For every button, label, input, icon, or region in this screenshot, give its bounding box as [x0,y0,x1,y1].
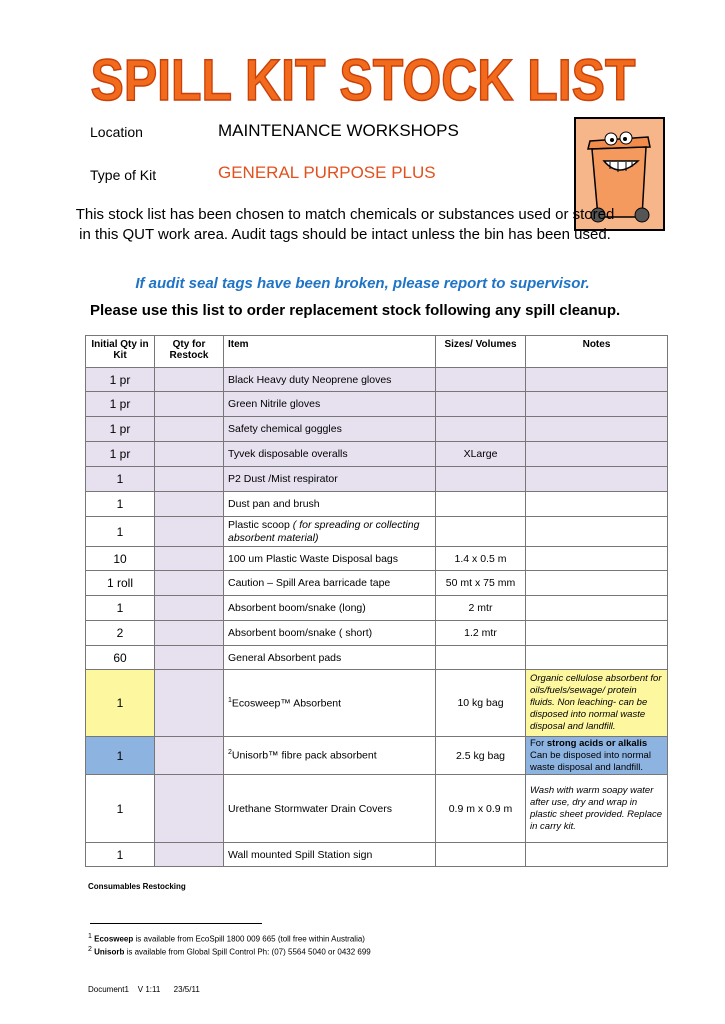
qty-cell: 10 [86,547,155,571]
table-row [86,775,668,843]
size-cell: 1.2 mtr [436,621,526,646]
notes-text: Can be disposed into normal waste disposal and landfill. [530,749,651,773]
consumables-heading: Consumables Restocking [88,882,186,891]
size-cell [436,417,526,442]
item-cell: Absorbent boom/snake ( short) [224,621,436,646]
item-text: Plastic scoop [228,518,293,531]
size-cell [436,492,526,517]
restock-cell[interactable] [155,517,224,547]
restock-cell[interactable] [155,492,224,517]
header-qty-restock: Qty for Restock [155,336,224,368]
item-text: Unisorb™ fibre pack absorbent [231,749,377,762]
notes-cell [526,596,668,621]
location-label: Location [90,124,143,140]
qty-cell: 1 [86,492,155,517]
qty-cell: 2 [86,621,155,646]
header-initial-qty: Initial Qty in Kit [86,336,155,368]
qty-cell: 1 pr [86,368,155,392]
item-cell: Green Nitrile gloves [224,392,436,417]
item-cell: Caution – Spill Area barricade tape [224,571,436,596]
header-notes: Notes [526,336,668,368]
table-row [86,843,668,867]
notes-cell [526,467,668,492]
item-cell [224,737,436,775]
restock-cell[interactable] [155,737,224,775]
footnote-text: is available from EcoSpill 1800 009 665 (toll free within Australia) [133,934,365,944]
title-text: SPILL KIT STOCK LIST [90,48,635,113]
footnote-2 [88,946,371,957]
header-item: Item [224,336,436,368]
footnote-number: 2 [88,946,92,953]
qty-cell: 1 [86,517,155,547]
qty-cell: 1 [86,843,155,867]
instruction-text: Please use this list to order replacement stock following any spill cleanup. [90,302,621,319]
footnote-product: Ecosweep [94,934,134,944]
size-cell: XLarge [436,442,526,467]
table-header-row [86,336,668,368]
restock-cell[interactable] [155,547,224,571]
notes-cell [526,392,668,417]
item-cell: Tyvek disposable overalls [224,442,436,467]
qty-cell: 1 pr [86,417,155,442]
notes-cell: Organic cellulose absorbent for oils/fuels/sewage/ protein fluids. Non leaching- can be disposed into normal waste disposal and landfill. [526,670,668,737]
footnote-product: Unisorb [94,947,125,957]
table-row [86,368,668,392]
size-cell [436,368,526,392]
footnote-ref: 2 [228,749,232,757]
item-cell [224,517,436,547]
table-row [86,646,668,670]
header-sizes: Sizes/ Volumes [436,336,526,368]
item-cell: Black Heavy duty Neoprene gloves [224,368,436,392]
size-cell: 50 mt x 75 mm [436,571,526,596]
item-cell: General Absorbent pads [224,646,436,670]
table-row [86,417,668,442]
size-cell: 10 kg bag [436,670,526,737]
footnote-ref: 1 [228,696,232,704]
footnote-1 [88,933,365,944]
table-row [86,492,668,517]
qty-cell: 1 [86,596,155,621]
qty-cell: 1 [86,775,155,843]
title-wordart [83,48,643,113]
page-title [0,48,725,113]
item-cell: P2 Dust /Mist respirator [224,467,436,492]
item-text: Ecosweep™ Absorbent [231,697,342,710]
item-note-italic: ( for spreading or collecting absorbent material) [228,518,420,544]
qty-cell: 1 [86,737,155,775]
size-cell: 1.4 x 0.5 m [436,547,526,571]
qty-cell: 1 pr [86,442,155,467]
size-cell: 2.5 kg bag [436,737,526,775]
kit-type-label: Type of Kit [90,167,157,183]
intro-text: This stock list has been chosen to match chemicals or substances used or stored in this QUT work area. Audit tags should be intact unless the bin has been used. [75,206,615,243]
table-row [86,547,668,571]
table-row [86,670,668,737]
qty-cell: 1 pr [86,392,155,417]
item-cell: Wall mounted Spill Station sign [224,843,436,867]
size-cell [436,392,526,417]
qty-cell: 1 [86,467,155,492]
document-footer: Document1 V 1:11 23/5/11 [88,985,200,994]
restock-cell[interactable] [155,646,224,670]
size-cell [436,646,526,670]
restock-cell[interactable] [155,670,224,737]
warning-text: If audit seal tags have been broken, please report to supervisor. [135,275,590,292]
size-cell: 2 mtr [436,596,526,621]
item-cell: Dust pan and brush [224,492,436,517]
footnote-text: is available from Global Spill Control Ph: (07) 5564 5040 or 0432 699 [124,947,371,957]
table-row [86,596,668,621]
notes-bold: strong acids or alkalis [546,737,648,749]
table-row [86,737,668,775]
notes-cell [526,492,668,517]
notes-cell [526,737,668,775]
kit-type-value: GENERAL PURPOSE PLUS [218,163,436,182]
notes-cell: Wash with warm soapy water after use, dry and wrap in plastic sheet provided. Replace in carry kit. [526,775,668,843]
restock-cell[interactable] [155,843,224,867]
restock-cell[interactable] [155,571,224,596]
item-cell [224,670,436,737]
notes-cell [526,547,668,571]
table-row [86,442,668,467]
location-value: MAINTENANCE WORKSHOPS [218,121,459,140]
stock-table [85,335,668,867]
restock-cell[interactable] [155,442,224,467]
table-row [86,467,668,492]
table-row [86,571,668,596]
notes-cell [526,442,668,467]
table-row [86,517,668,547]
size-cell [436,467,526,492]
restock-cell[interactable] [155,621,224,646]
restock-cell[interactable] [155,467,224,492]
size-cell [436,517,526,547]
qty-cell: 60 [86,646,155,670]
notes-cell [526,368,668,392]
notes-cell [526,571,668,596]
restock-cell[interactable] [155,775,224,843]
item-cell: Absorbent boom/snake (long) [224,596,436,621]
notes-text: For [530,737,547,749]
item-cell: 100 um Plastic Waste Disposal bags [224,547,436,571]
notes-cell [526,417,668,442]
notes-cell [526,621,668,646]
restock-cell[interactable] [155,596,224,621]
notes-cell [526,646,668,670]
table-row [86,392,668,417]
item-cell: Urethane Stormwater Drain Covers [224,775,436,843]
restock-cell[interactable] [155,392,224,417]
table-row [86,621,668,646]
size-cell [436,843,526,867]
footnote-divider [90,923,262,924]
qty-cell: 1 [86,670,155,737]
qty-cell: 1 roll [86,571,155,596]
notes-cell [526,843,668,867]
item-cell: Safety chemical goggles [224,417,436,442]
size-cell: 0.9 m x 0.9 m [436,775,526,843]
restock-cell[interactable] [155,368,224,392]
footnote-number: 1 [88,933,92,940]
restock-cell[interactable] [155,417,224,442]
notes-cell [526,517,668,547]
